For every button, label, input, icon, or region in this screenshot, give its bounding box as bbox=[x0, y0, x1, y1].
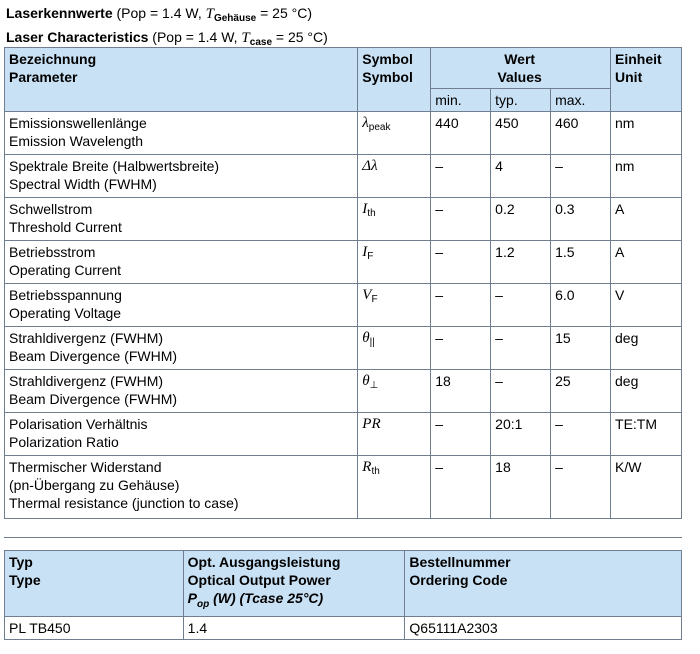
table-row bbox=[5, 241, 682, 284]
cell-unit: K/W bbox=[611, 456, 682, 519]
cell-symbol: $\lambda_{peak}$ bbox=[358, 112, 431, 155]
cell-max: 460 bbox=[551, 112, 611, 155]
cell-parameter: Emissionswellenlänge Emission Wavelength bbox=[5, 112, 358, 155]
cell-parameter: Spektrale Breite (Halbwertsbreite) Spectral Width (FWHM) bbox=[5, 155, 358, 198]
cell-max: 15 bbox=[551, 327, 611, 370]
cell-min: – bbox=[431, 456, 491, 519]
header-ordering-code: Bestellnummer Ordering Code bbox=[405, 551, 682, 617]
cell-symbol: Δλ bbox=[358, 155, 431, 198]
cell-max: 25 bbox=[551, 370, 611, 413]
table-row bbox=[5, 155, 682, 198]
table-row bbox=[5, 616, 682, 639]
cell-unit: nm bbox=[611, 112, 682, 155]
cell-typ: 18 bbox=[491, 456, 551, 519]
cell-symbol: $I_{th}$ bbox=[358, 198, 431, 241]
cell-symbol: $\theta_\perp$ bbox=[358, 370, 431, 413]
header-values: Wert Values bbox=[431, 48, 611, 89]
cell-typ: 0.2 bbox=[491, 198, 551, 241]
cell-min: 440 bbox=[431, 112, 491, 155]
heading bbox=[6, 4, 328, 52]
header-max: max. bbox=[551, 89, 611, 112]
table-row bbox=[5, 413, 682, 456]
cell-min: – bbox=[431, 155, 491, 198]
cell-max: 1.5 bbox=[551, 241, 611, 284]
heading-title-en: Laser Characteristics bbox=[6, 29, 149, 45]
cell-symbol: $I_F$ bbox=[358, 241, 431, 284]
header-typ: typ. bbox=[491, 89, 551, 112]
heading-english: Laser Characteristics (Pop = 1.4 W, $T_{case} = 25$ °C) bbox=[6, 29, 328, 48]
cell-typ: – bbox=[491, 284, 551, 327]
cell-unit: TE:TM bbox=[611, 413, 682, 456]
header-symbol: Symbol Symbol bbox=[358, 48, 431, 112]
header-parameter: Bezeichnung Parameter bbox=[5, 48, 358, 112]
cell-typ: – bbox=[491, 370, 551, 413]
cell-symbol: PR bbox=[358, 413, 431, 456]
cell-parameter: Thermischer Widerstand (pn-Übergang zu Gehäuse) Thermal resistance (junction to case) bbox=[5, 456, 358, 519]
cell-min: 18 bbox=[431, 370, 491, 413]
cell-min: – bbox=[431, 241, 491, 284]
cell-symbol: $R_{th}$ bbox=[358, 456, 431, 519]
cell-unit: V bbox=[611, 284, 682, 327]
cell-typ: 4 bbox=[491, 155, 551, 198]
cell-typ: 1.2 bbox=[491, 241, 551, 284]
cell-max: 0.3 bbox=[551, 198, 611, 241]
cell-min: – bbox=[431, 284, 491, 327]
cell-max: – bbox=[551, 456, 611, 519]
cell-power: 1.4 bbox=[183, 616, 405, 639]
heading-title-de: Laserkennwerte bbox=[6, 5, 113, 21]
cell-ordering-code: Q65111A2303 bbox=[405, 616, 682, 639]
cell-typ: 450 bbox=[491, 112, 551, 155]
cell-max: – bbox=[551, 155, 611, 198]
cell-type: PL TB450 bbox=[5, 616, 184, 639]
cell-parameter: Strahldivergenz (FWHM) Beam Divergence (FWHM) bbox=[5, 370, 358, 413]
cell-parameter: Betriebsspannung Operating Voltage bbox=[5, 284, 358, 327]
table-row bbox=[5, 456, 682, 519]
header-type: Typ Type bbox=[5, 551, 184, 617]
cell-parameter: Betriebsstrom Operating Current bbox=[5, 241, 358, 284]
heading-german: Laserkennwerte (Pop = 1.4 W, $T_{Gehäuse} = 25$ °C) bbox=[6, 5, 312, 24]
cell-max: – bbox=[551, 413, 611, 456]
table-row bbox=[5, 112, 682, 155]
cell-min: – bbox=[431, 327, 491, 370]
cell-unit: A bbox=[611, 198, 682, 241]
header-unit: Einheit Unit bbox=[611, 48, 682, 112]
header-output-power: Opt. Ausgangsleistung Optical Output Power $P_{op}$ (W) (Tcase 25°C) bbox=[183, 551, 405, 617]
cell-symbol: $V_F$ bbox=[358, 284, 431, 327]
cell-unit: deg bbox=[611, 370, 682, 413]
divider bbox=[4, 537, 682, 538]
cell-typ: – bbox=[491, 327, 551, 370]
characteristics-table bbox=[4, 47, 682, 519]
cell-max: 6.0 bbox=[551, 284, 611, 327]
table-row bbox=[5, 327, 682, 370]
cell-unit: nm bbox=[611, 155, 682, 198]
cell-unit: deg bbox=[611, 327, 682, 370]
table-row bbox=[5, 284, 682, 327]
cell-unit: A bbox=[611, 241, 682, 284]
cell-symbol: $\theta_{||}$ bbox=[358, 327, 431, 370]
header-min: min. bbox=[431, 89, 491, 112]
cell-parameter: Polarisation Verhältnis Polarization Ratio bbox=[5, 413, 358, 456]
table-row bbox=[5, 198, 682, 241]
table-row bbox=[5, 370, 682, 413]
cell-parameter: Schwellstrom Threshold Current bbox=[5, 198, 358, 241]
cell-min: – bbox=[431, 198, 491, 241]
cell-min: – bbox=[431, 413, 491, 456]
cell-typ: 20:1 bbox=[491, 413, 551, 456]
ordering-table bbox=[4, 550, 682, 640]
cell-parameter: Strahldivergenz (FWHM) Beam Divergence (FWHM) bbox=[5, 327, 358, 370]
